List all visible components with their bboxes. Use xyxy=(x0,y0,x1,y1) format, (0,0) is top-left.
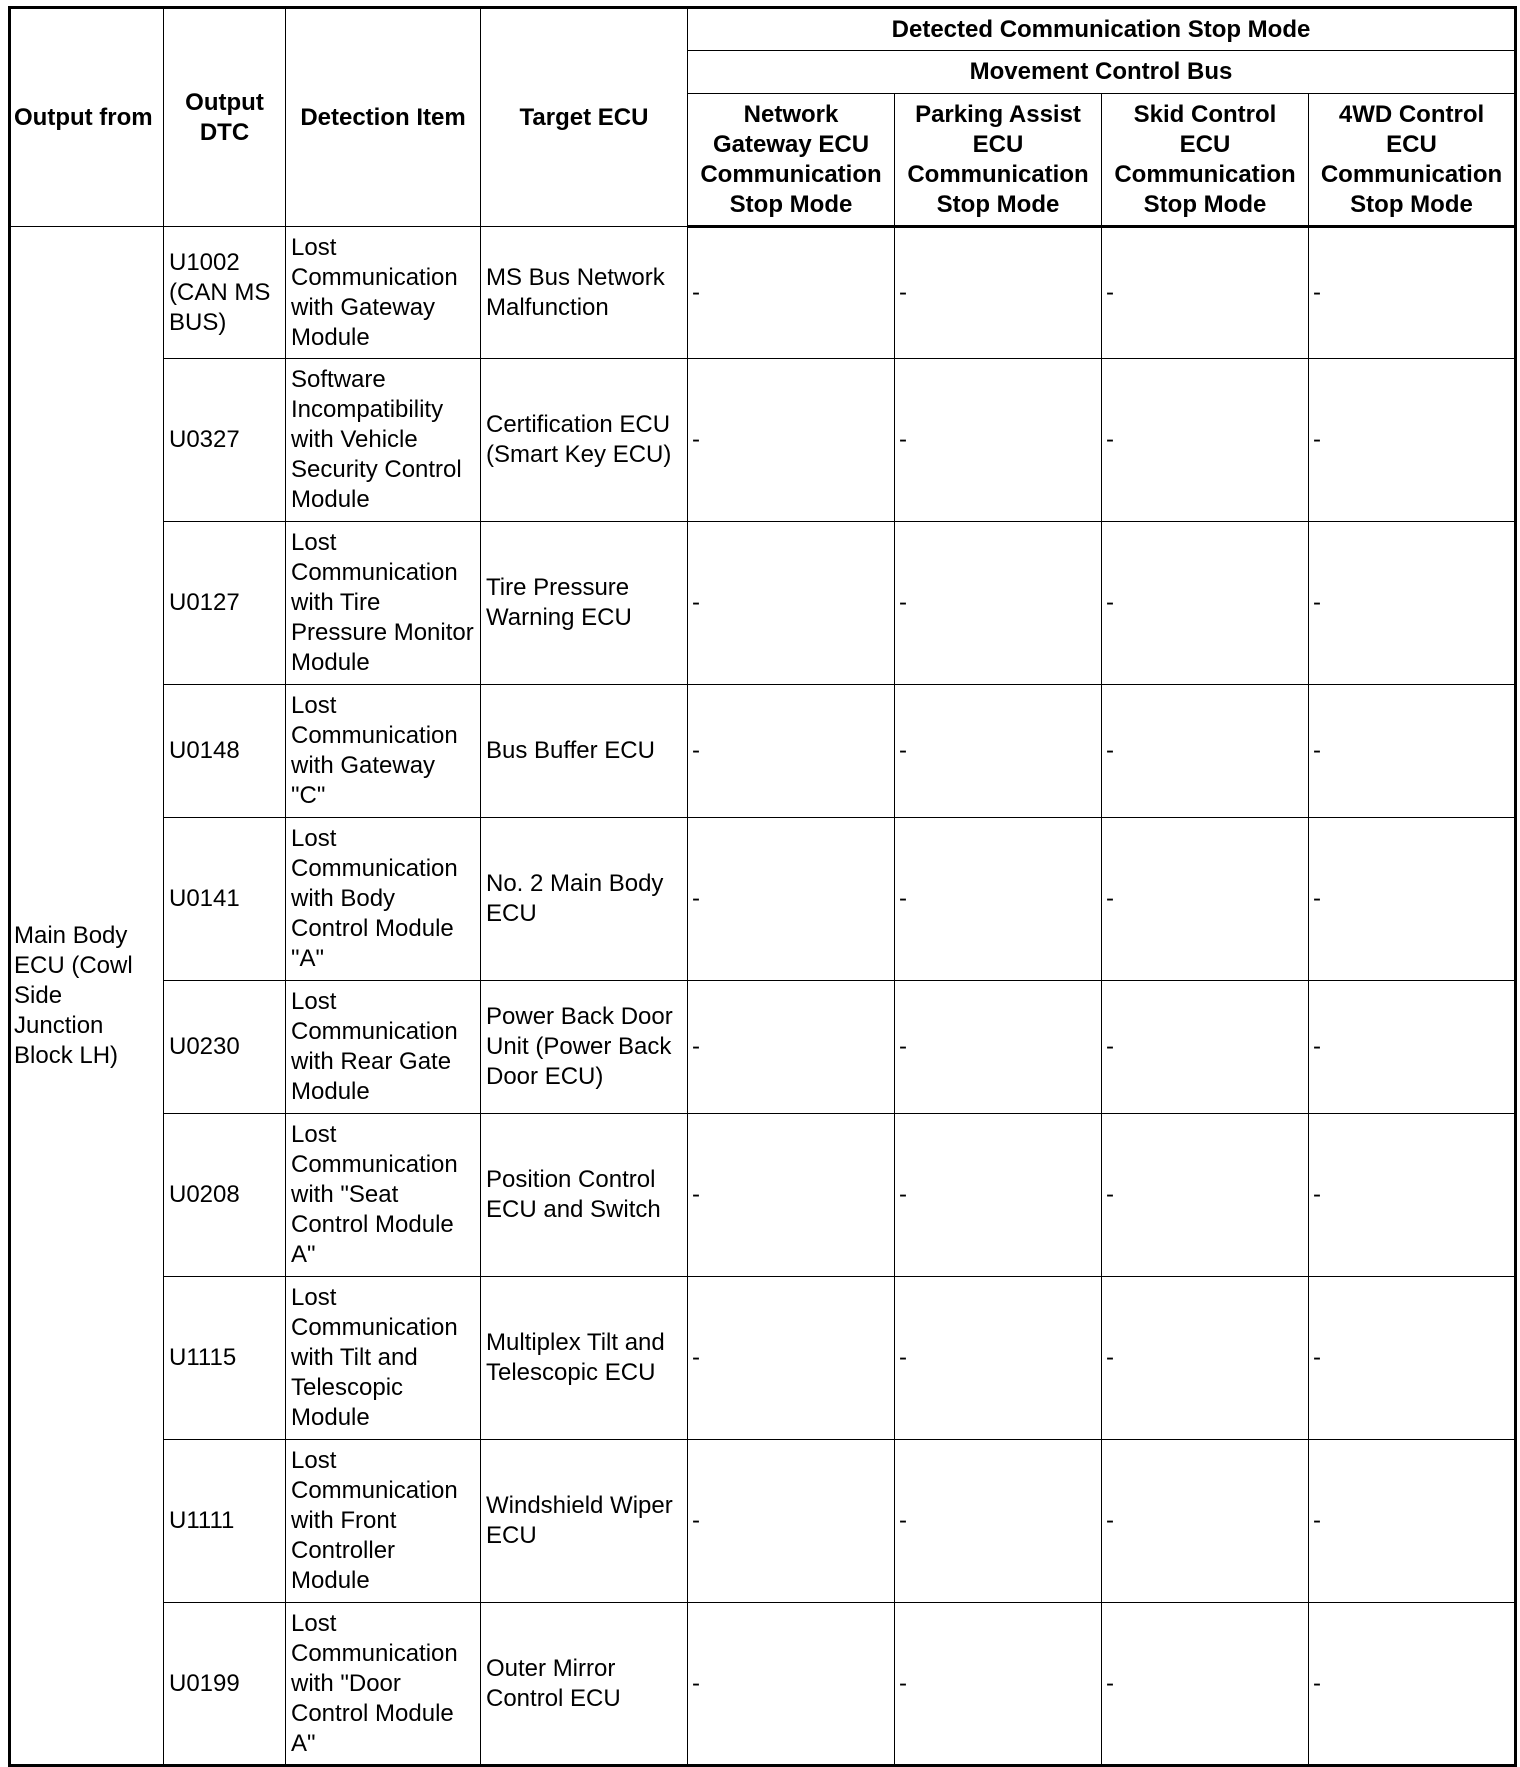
dtc-table-sheet xyxy=(8,6,1514,1760)
target-ecu-cell: Position Control ECU and Switch xyxy=(481,1114,688,1277)
table-row xyxy=(10,522,1516,685)
table-row xyxy=(10,1603,1516,1766)
detection-item-cell: Lost Communication with Tire Pressure Monitor Module xyxy=(286,522,481,685)
dtc-cell: U1115 xyxy=(164,1277,286,1440)
target-ecu-cell: Certification ECU (Smart Key ECU) xyxy=(481,359,688,522)
target-ecu-cell: Power Back Door Unit (Power Back Door ECU) xyxy=(481,981,688,1114)
header-detected-mode: Detected Communication Stop Mode xyxy=(688,8,1516,51)
header-output-from: Output from xyxy=(10,8,164,227)
header-output-dtc: Output DTC xyxy=(164,8,286,227)
mode-cell: - xyxy=(895,359,1102,522)
mode-cell: - xyxy=(688,522,895,685)
mode-cell: - xyxy=(1102,981,1309,1114)
dtc-cell: U0327 xyxy=(164,359,286,522)
mode-cell: - xyxy=(688,981,895,1114)
mode-cell: - xyxy=(895,981,1102,1114)
detection-item-cell: Lost Communication with Body Control Module "A" xyxy=(286,818,481,981)
header-mode-skid-control: Skid Control ECU Communication Stop Mode xyxy=(1102,94,1309,227)
mode-cell: - xyxy=(1309,227,1516,359)
target-ecu-cell: Bus Buffer ECU xyxy=(481,685,688,818)
mode-cell: - xyxy=(688,1114,895,1277)
table-row xyxy=(10,359,1516,522)
mode-cell: - xyxy=(688,1277,895,1440)
mode-cell: - xyxy=(688,1440,895,1603)
mode-cell: - xyxy=(1102,522,1309,685)
table-row xyxy=(10,685,1516,818)
table-row xyxy=(10,1114,1516,1277)
mode-cell: - xyxy=(895,1603,1102,1766)
table-row xyxy=(10,1440,1516,1603)
mode-cell: - xyxy=(1309,1603,1516,1766)
dtc-cell: U0199 xyxy=(164,1603,286,1766)
mode-cell: - xyxy=(688,685,895,818)
header-mode-4wd-control: 4WD Control ECU Communication Stop Mode xyxy=(1309,94,1516,227)
mode-cell: - xyxy=(1309,685,1516,818)
dtc-cell: U0141 xyxy=(164,818,286,981)
output-from-cell: Main Body ECU (Cowl Side Junction Block LH) xyxy=(10,227,164,1766)
detection-item-cell: Lost Communication with "Door Control Module A" xyxy=(286,1603,481,1766)
mode-cell: - xyxy=(895,522,1102,685)
detection-item-cell: Software Incompatibility with Vehicle Security Control Module xyxy=(286,359,481,522)
mode-cell: - xyxy=(1309,818,1516,981)
detection-item-cell: Lost Communication with Rear Gate Module xyxy=(286,981,481,1114)
detection-item-cell: Lost Communication with Gateway "C" xyxy=(286,685,481,818)
mode-cell: - xyxy=(688,1603,895,1766)
mode-cell: - xyxy=(1102,818,1309,981)
mode-cell: - xyxy=(1309,359,1516,522)
target-ecu-cell: Tire Pressure Warning ECU xyxy=(481,522,688,685)
mode-cell: - xyxy=(688,359,895,522)
dtc-cell: U0230 xyxy=(164,981,286,1114)
mode-cell: - xyxy=(1309,522,1516,685)
target-ecu-cell: MS Bus Network Malfunction xyxy=(481,227,688,359)
mode-cell: - xyxy=(895,685,1102,818)
mode-cell: - xyxy=(895,1277,1102,1440)
header-mode-parking-assist: Parking Assist ECU Communication Stop Mode xyxy=(895,94,1102,227)
dtc-cell: U0208 xyxy=(164,1114,286,1277)
dtc-cell: U1111 xyxy=(164,1440,286,1603)
mode-cell: - xyxy=(1102,1277,1309,1440)
mode-cell: - xyxy=(895,818,1102,981)
mode-cell: - xyxy=(895,1440,1102,1603)
mode-cell: - xyxy=(1309,981,1516,1114)
table-row xyxy=(10,1277,1516,1440)
mode-cell: - xyxy=(1102,1603,1309,1766)
table-body xyxy=(10,227,1516,1766)
mode-cell: - xyxy=(895,227,1102,359)
mode-cell: - xyxy=(1102,227,1309,359)
mode-cell: - xyxy=(688,818,895,981)
mode-cell: - xyxy=(1309,1277,1516,1440)
detection-item-cell: Lost Communication with Tilt and Telescopic Module xyxy=(286,1277,481,1440)
table-row xyxy=(10,227,1516,359)
mode-cell: - xyxy=(1102,1114,1309,1277)
target-ecu-cell: Multiplex Tilt and Telescopic ECU xyxy=(481,1277,688,1440)
dtc-cell: U0127 xyxy=(164,522,286,685)
mode-cell: - xyxy=(1102,359,1309,522)
dtc-table xyxy=(8,6,1517,1767)
dtc-cell: U1002 (CAN MS BUS) xyxy=(164,227,286,359)
header-bus: Movement Control Bus xyxy=(688,51,1516,94)
header-target-ecu: Target ECU xyxy=(481,8,688,227)
header-detection-item: Detection Item xyxy=(286,8,481,227)
mode-cell: - xyxy=(1309,1440,1516,1603)
target-ecu-cell: Outer Mirror Control ECU xyxy=(481,1603,688,1766)
target-ecu-cell: Windshield Wiper ECU xyxy=(481,1440,688,1603)
mode-cell: - xyxy=(1102,685,1309,818)
table-row xyxy=(10,818,1516,981)
detection-item-cell: Lost Communication with Front Controller Module xyxy=(286,1440,481,1603)
mode-cell: - xyxy=(1309,1114,1516,1277)
header-mode-gateway: Network Gateway ECU Communication Stop Mode xyxy=(688,94,895,227)
detection-item-cell: Lost Communication with Gateway Module xyxy=(286,227,481,359)
mode-cell: - xyxy=(895,1114,1102,1277)
target-ecu-cell: No. 2 Main Body ECU xyxy=(481,818,688,981)
mode-cell: - xyxy=(688,227,895,359)
table-row xyxy=(10,981,1516,1114)
dtc-cell: U0148 xyxy=(164,685,286,818)
detection-item-cell: Lost Communication with "Seat Control Module A" xyxy=(286,1114,481,1277)
mode-cell: - xyxy=(1102,1440,1309,1603)
